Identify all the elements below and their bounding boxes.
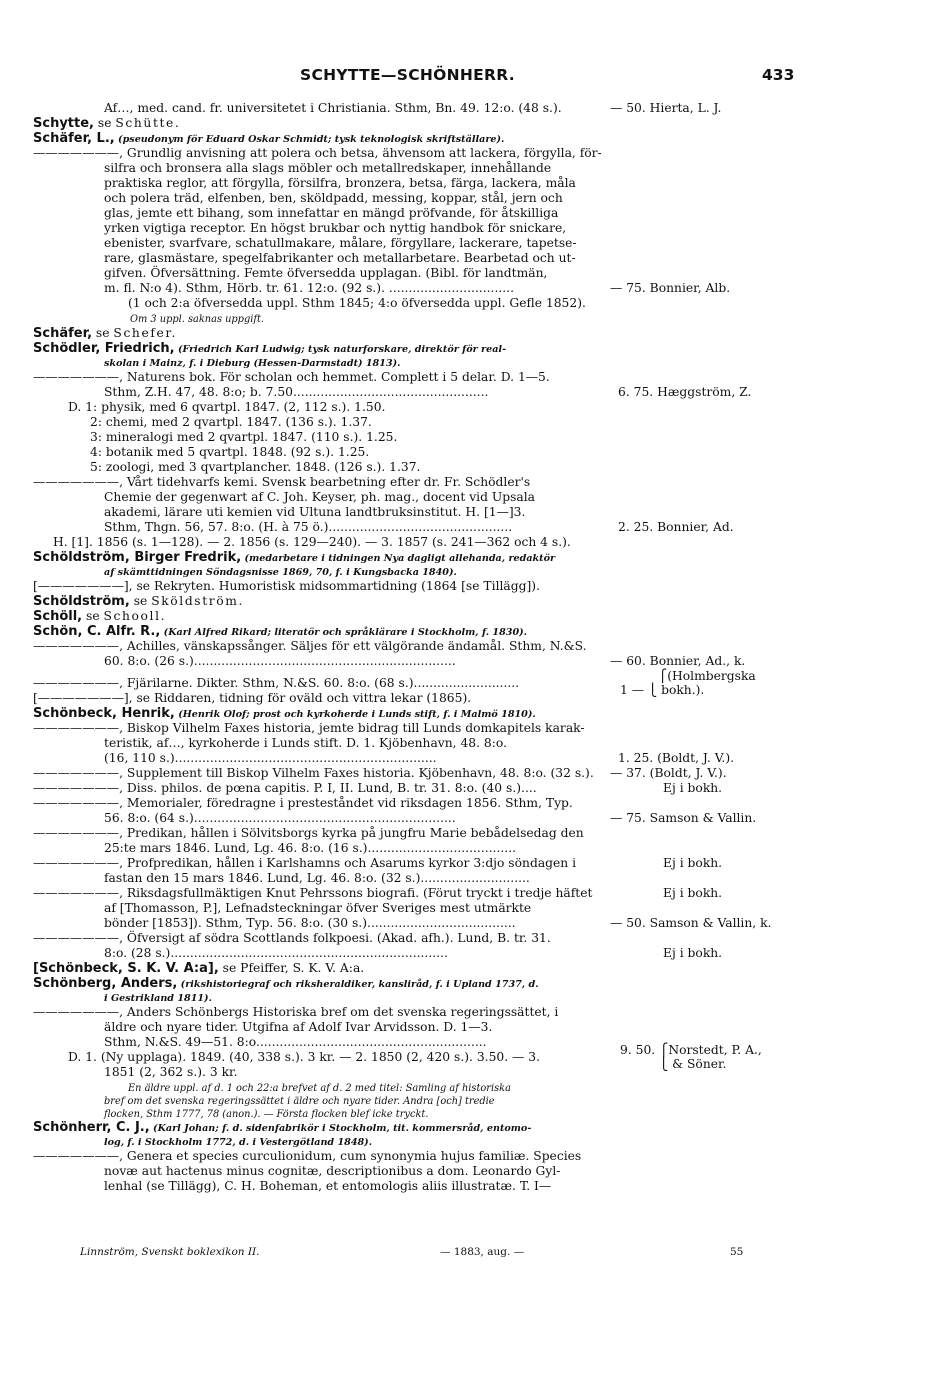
entry-text: ———————, Öfversigt af södra Scottlands folkpoesi. (Akad. afh.). Lund, B. tr. 31. [33,931,551,945]
entry-text: bönder [1853]). Sthm, Typ. 56. 8:o. (30 s.)...................................... [104,916,516,930]
entry-text: Schooll. [103,609,167,623]
price-entry: 1. 25. (Boldt, J. V.). [618,751,735,765]
entry-text: 60. 8:o. (26 s.)................................................................... [104,654,456,668]
author-name: Schöll, [33,609,83,624]
entry-line [33,116,180,131]
entry-line [33,146,602,160]
entry-text: Sthm, Thgn. 56, 57. 8:o. (H. à 75 ö.)............................................... [104,520,513,534]
entry-text: (Karl Johan; f. d. sidenfabrikör i Stockholm, tit. kommersråd, entomo- [149,1123,532,1134]
author-name: Schönherr, C. J., [33,1120,150,1135]
entry-line [104,266,547,280]
entry-text: ———————, Naturens bok. För scholan och hemmet. Complett i 5 delar. D. 1—5. [33,370,550,384]
author-name: Schön, C. Alfr. R., [33,624,161,639]
entry-line [104,1179,551,1193]
entry-line [68,400,385,414]
entry-text: ———————, Achilles, vänskapssånger. Säljes för ett välgörande ändamål. Sthm, N.&S. [33,639,587,653]
price-entry: 2. 25. Bonnier, Ad. [618,520,734,534]
price-entry: — 37. (Boldt, J. V.). [610,766,727,780]
entry-text: 1851 (2, 362 s.). 3 kr. [104,1065,238,1079]
entry-text: 2: chemi, med 2 qvartpl. 1847. (136 s.). 1.37. [90,415,372,429]
footer-source: Linnström, Svenskt boklexikon II. [80,1246,260,1258]
entry-line [33,781,537,795]
entry-text: ———————, Anders Schönbergs Historiska bref om det svenska regeringssättet, i [33,1005,559,1019]
entry-line [104,916,516,930]
entry-text: ———————, Fjärilarne. Dikter. Sthm, N.&S. 60. 8:o. (68 s.)........................... [33,676,520,690]
entry-line [104,161,551,175]
entry-text: ebenister, svarfvare, schatullmakare, målare, förgyllare, lackerare, tapetse- [104,236,577,250]
entry-line [104,841,516,855]
entry-line [104,871,530,885]
entry-text: glas, jemte ett bihang, som innefattar en mängd pröfvande, för åtskilliga [104,206,559,220]
entry-text: ———————, Supplement till Biskop Vilhelm Faxes historia. Kjöbenhavn, 48. 8:o. (32 s.). [33,766,594,780]
entry-text: rare, glasmästare, spegelfabrikanter och metallarbetare. Bearbetad och ut- [104,251,576,265]
entry-text: [———————], se Rekryten. Humoristisk midsommartidning (1864 [se Tillägg]). [33,579,541,593]
entry-line [104,1020,492,1034]
entry-text: bref om det svenska regeringssättet i äldre och nyare tider. Andra [och] tredie [104,1096,495,1107]
entry-text: Om 3 uppl. saknas uppgift. [130,314,265,325]
entry-text: Sthm, N.&S. 49—51. 8:o........................................................... [104,1035,487,1049]
entry-line [104,191,563,205]
author-name: Schöldström, Birger Fredrik, [33,550,242,565]
entry-line [104,1164,560,1178]
entry-line [33,639,586,653]
entry-text: lenhal (se Tillägg), C. H. Boheman, et entomologis aliis illustratæ. T. I— [104,1179,552,1193]
entry-line [33,691,471,705]
entry-text: flocken, Sthm 1777, 78 (anon.). — Första flocken blef icke tryckt. [104,1109,429,1120]
entry-text: En äldre uppl. af d. 1 och 22:a brefvet af d. 2 med titel: Samling af historiska [128,1083,511,1094]
entry-text: (Friedrich Karl Ludwig; tysk naturforskare, direktör för real- [174,344,507,355]
entry-text: (rikshistoriegraf och riksheraldiker, kansliråd, f. i Upland 1737, d. [177,979,539,990]
entry-text: se [129,594,152,608]
entry-text: praktiska reglor, att förgylla, försilfra, bronzera, betsa, färga, lackera, måla [104,176,576,190]
author-name: Schöldström, [33,594,130,609]
entry-line [104,281,514,295]
author-name: Schäfer, L., [33,131,115,146]
entry-text: ———————, Memorialer, föredragne i presteståndet vid riksdagen 1856. Sthm, Typ. [33,796,573,810]
entry-line [33,1149,581,1163]
entry-line [104,520,512,534]
entry-line [33,1005,558,1019]
entry-text: se [82,609,104,623]
price-entry: ⎩ & Söner. [659,1057,727,1071]
entry-text: novæ aut hactenus minus cognitæ, descriptionibus a dom. Leonardo Gyl- [104,1164,561,1178]
entry-line [104,654,456,668]
price-entry: Ej i bokh. [663,781,723,795]
entry-line [68,1050,540,1064]
entry-text: (pseudonym för Eduard Oskar Schmidt; tysk teknologisk skriftställare). [114,134,505,145]
entry-text: Schütte. [115,116,181,130]
entry-line [130,311,264,327]
entry-text: m. fl. N:o 4). Sthm, Hörb. tr. 61. 12:o. (92 s.). ................................ [104,281,514,295]
entry-text: (1 och 2:a öfversedda uppl. Sthm 1845; 4:o öfversedda uppl. Gefle 1852). [128,296,586,310]
entry-text: H. [1]. 1856 (s. 1—128). — 2. 1856 (s. 129—240). — 3. 1857 (s. 241—362 och 4 s.). [53,535,571,549]
entry-text: teristik, af…, kyrkoherde i Lunds stift. D. 1. Kjöbenhavn, 48. 8:o. [104,736,507,750]
entry-line [90,415,372,429]
author-name: Schödler, Friedrich, [33,341,175,356]
price-entry: Ej i bokh. [663,886,723,900]
price-entry: — 75. Bonnier, Alb. [610,281,731,295]
entry-text: se Pfeiffer, S. K. V. A:a. [218,961,365,975]
entry-line [104,385,488,399]
entry-text: se [93,116,116,130]
entry-text: Sthm, Z.H. 47, 48. 8:o; b. 7.50.................................................. [104,385,489,399]
entry-line [104,101,562,115]
entry-line [33,796,573,810]
entry-text: i Gestrikland 1811). [104,993,212,1004]
entry-text: ———————, Grundlig anvisning att polera och betsa, ähvensom att lackera, förgylla, för- [33,146,602,160]
entry-line [104,251,576,265]
page-header [0,66,928,88]
author-name: Schönbeck, Henrik, [33,706,175,721]
entry-text: 4: botanik med 5 qvartpl. 1848. (92 s.). 1.25. [90,445,370,459]
footer-signature: 55 [730,1246,744,1258]
entry-line [104,355,400,371]
entry-line [33,886,592,900]
page-number: 433 [762,66,795,84]
entry-line [33,131,504,147]
entry-line [33,609,166,624]
entry-text: 3: mineralogi med 2 qvartpl. 1847. (110 s.). 1.25. [90,430,398,444]
entry-text: D. 1. (Ny upplaga). 1849. (40, 338 s.). 3 kr. — 2. 1850 (2, 420 s.). 3.50. — 3. [68,1050,540,1064]
entry-text: Schefer. [113,326,177,340]
entry-text: ———————, Vårt tidehvarfs kemi. Svensk bearbetning efter dr. Fr. Schödler's [33,475,531,489]
entry-line [33,475,530,489]
entry-text: 5: zoologi, med 3 qvartplancher. 1848. (126 s.). 1.37. [90,460,421,474]
entry-line [104,1035,487,1049]
entry-line [104,751,437,765]
entry-line [33,721,585,735]
price-entry: 6. 75. Hæggström, Z. [618,385,752,399]
entry-line [104,490,535,504]
entry-text: ———————, Diss. philos. de pœna capitis. P. I, II. Lund, B. tr. 31. 8:o. (40 s.).... [33,781,537,795]
entry-line [33,826,584,840]
entry-text: yrken vigtiga receptor. En högst brukbar och nyttig handbok för snickare, [104,221,567,235]
entry-text: af [Thomasson, P.], Lefnadsteckningar öfver Sveriges mest utmärkte [104,901,532,915]
price-entry: — 60. Bonnier, Ad., k. [610,654,746,668]
entry-text: D. 1: physik, med 6 qvartpl. 1847. (2, 112 s.). 1.50. [68,400,386,414]
entry-text: ———————, Riksdagsfullmäktigen Knut Pehrssons biografi. (Förut tryckt i tredje häftet [33,886,593,900]
entry-text: 8:o. (28 s.)....................................................................... [104,946,448,960]
price-entry: Ej i bokh. [663,946,723,960]
entry-line [104,946,448,960]
entry-line [33,594,244,609]
running-title: SCHYTTE—SCHÖNHERR. [300,66,515,84]
entry-line [104,206,558,220]
entry-text: (16, 110 s.)................................................................... [104,751,437,765]
entry-text: 25:te mars 1846. Lund, Lg. 46. 8:o. (16 s.)...................................... [104,841,517,855]
entry-line [104,736,507,750]
entry-line [128,296,586,310]
entry-line [104,1065,237,1079]
entry-text: gifven. Öfversättning. Femte öfversedda upplagan. (Bibl. för landtmän, [104,266,548,280]
entry-text: (Karl Alfred Rikard; literatör och språklärare i Stockholm, f. 1830). [160,627,527,638]
entry-line [104,505,525,519]
price-entry: 9. 50. ⎧Norstedt, P. A., [620,1043,762,1057]
entry-text: (medarbetare i tidningen Nya dagligt allehanda, redaktör [241,553,556,564]
entry-text: ———————, Predikan, hållen i Sölvitsborgs kyrka på jungfru Marie bebådelsedag den [33,826,584,840]
entry-text: Af…, med. cand. fr. universitetet i Christiania. Sthm, Bn. 49. 12:o. (48 s.). [104,101,562,115]
author-name: Schäfer, [33,326,93,341]
price-entry: — 50. Hierta, L. J. [610,101,722,115]
entry-text: af skämttidningen Söndagsnisse 1869, 70, f. i Kungsbacka 1840). [104,567,457,578]
entry-line [104,564,457,580]
entry-line [53,535,571,549]
entry-line [33,706,536,722]
price-entry: — 50. Samson & Vallin, k. [610,916,772,930]
entry-line [104,811,456,825]
author-name: [Schönbeck, S. K. V. A:a], [33,961,219,976]
entry-text: ———————, Genera et species curculionidum, cum synonymia hujus familiæ. Species [33,1149,582,1163]
author-name: Schönberg, Anders, [33,976,178,991]
entry-line [33,676,519,690]
entry-text: ———————, Profpredikan, hållen i Karlshamns och Asarums kyrkor 3:djo söndagen i [33,856,577,870]
entry-text: Sköldström. [151,594,244,608]
entry-line [90,430,397,444]
price-entry: Ej i bokh. [663,856,723,870]
entry-line [90,460,420,474]
entry-line [33,624,527,640]
entry-line [33,579,540,593]
entry-line [104,1134,372,1150]
author-name: Schytte, [33,116,94,131]
entry-line [33,931,551,945]
entry-text: och polera träd, elfenben, ben, sköldpadd, messing, koppar, stål, jern och [104,191,563,205]
entry-text: fastan den 15 mars 1846. Lund, Lg. 46. 8:o. (32 s.)............................ [104,871,530,885]
entry-line [104,236,577,250]
entry-text: Chemie der gegenwart af C. Joh. Keyser, ph. mag., docent vid Upsala [104,490,535,504]
entry-line [104,990,212,1006]
entry-text: akademi, lärare uti kemien vid Ultuna landtbruksinstitut. H. [1—]3. [104,505,526,519]
price-entry: — 75. Samson & Vallin. [610,811,757,825]
entry-line [104,176,576,190]
entry-line [33,326,177,341]
entry-text: se [92,326,114,340]
price-entry: 1 — ⎩ bokh.). [620,683,705,697]
entry-line [33,766,594,780]
price-entry: ⎧(Holmbergska [658,669,756,683]
entry-text: ———————, Biskop Vilhelm Faxes historia, jemte bidrag till Lunds domkapitels karak- [33,721,585,735]
entry-line [33,856,576,870]
footer-date: — 1883, aug. — [440,1246,525,1258]
entry-line [33,961,364,976]
entry-line [104,901,531,915]
entry-text: [———————], se Riddaren, tidning för oväld och vittra lekar (1865). [33,691,472,705]
entry-text: skolan i Mainz, f. i Dieburg (Hessen-Darmstadt) 1813). [104,358,401,369]
entry-line [90,445,369,459]
entry-line [104,221,566,235]
entry-line [33,370,550,384]
entry-text: silfra och bronsera alla slags möbler och metallredskaper, innehållande [104,161,552,175]
entry-text: log, f. i Stockholm 1772, d. i Vestergötland 1848). [104,1137,373,1148]
entry-text: äldre och nyare tider. Utgifna af Adolf Ivar Arvidsson. D. 1—3. [104,1020,493,1034]
entry-text: (Henrik Olof; prost och kyrkoherde i Lunds stift, f. i Malmö 1810). [174,709,536,720]
entry-text: 56. 8:o. (64 s.)................................................................... [104,811,456,825]
